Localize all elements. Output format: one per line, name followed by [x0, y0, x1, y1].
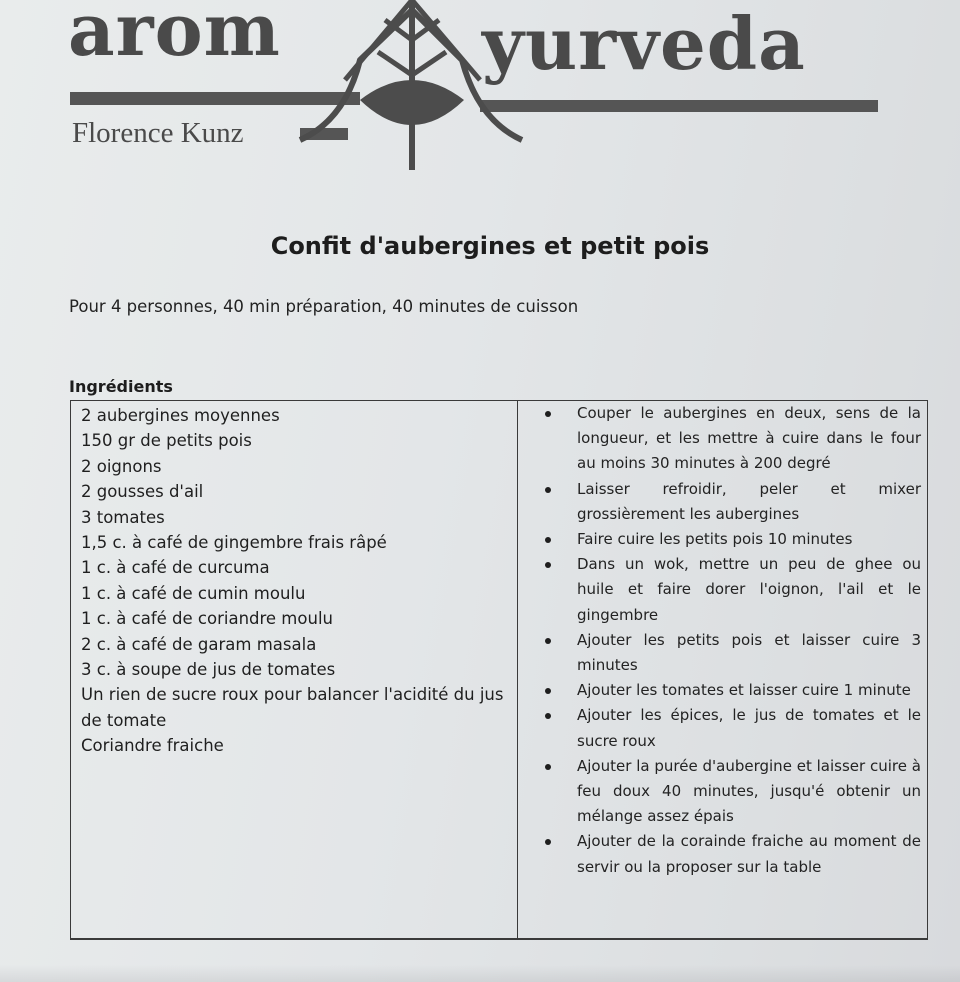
ingredient-item: 3 tomates [81, 507, 165, 527]
step-item: Ajouter les épices, le jus de tomates et le sucre roux [533, 703, 921, 753]
ingredient-item: 2 oignons [81, 456, 162, 476]
recipe-table [70, 400, 928, 940]
step-item: Ajouter les petits pois et laisser cuire 3 minutes [533, 628, 921, 678]
ingredient-item: 1 c. à café de cumin moulu [81, 583, 306, 603]
logo-word-left: arom [68, 0, 281, 72]
step-item: Faire cuire les petits pois 10 minutes [533, 527, 921, 552]
recipe-subtitle: Pour 4 personnes, 40 min préparation, 40 minutes de cuisson [69, 297, 579, 316]
logo-bar-left [70, 92, 360, 105]
ingredient-item: Un rien de sucre roux pour balancer l'acidité du jus de tomate [81, 685, 504, 730]
logo-bar-right [480, 100, 878, 112]
step-item: Laisser refroidir, peler et mixer grossièrement les aubergines [533, 477, 921, 527]
ingredient-item: 2 c. à café de garam masala [81, 634, 317, 654]
steps-list [533, 401, 921, 880]
step-item: Couper le aubergines en deux, sens de la longueur, et les mettre à cuire dans le four au moins 30 minutes à 200 degré [533, 401, 921, 477]
recipe-title: Confit d'aubergines et petit pois [270, 232, 710, 260]
logo-word-right: yurveda [482, 1, 806, 86]
ingredient-item: 1 c. à café de curcuma [81, 558, 270, 578]
ingredient-item: Coriandre fraiche [81, 736, 224, 756]
step-item: Ajouter la purée d'aubergine et laisser cuire à feu doux 40 minutes, jusqu'é obtenir un mélange assez épais [533, 754, 921, 830]
ingredient-item: 2 aubergines moyennes [81, 406, 280, 425]
column-divider [517, 401, 518, 938]
ingredient-item: 1,5 c. à café de gingembre frais râpé [81, 533, 387, 553]
page-edge-shadow [0, 965, 960, 982]
ingredient-item: 150 gr de petits pois [81, 431, 252, 451]
author-name: Florence Kunz [72, 117, 244, 149]
ingredient-item: 2 gousses d'ail [81, 482, 204, 502]
ingredient-item: 3 c. à soupe de jus de tomates [81, 660, 336, 680]
ingredient-item: 1 c. à café de coriandre moulu [81, 609, 333, 629]
step-item: Ajouter de la corainde fraiche au moment de servir ou la proposer sur la table [533, 829, 921, 879]
ingredients-heading: Ingrédients [69, 377, 173, 396]
step-item: Ajouter les tomates et laisser cuire 1 minute [533, 678, 921, 703]
logo [0, 0, 960, 180]
step-item: Dans un wok, mettre un peu de ghee ou huile et faire dorer l'oignon, l'ail et le gingembre [533, 552, 921, 628]
ingredients-list [81, 403, 506, 759]
